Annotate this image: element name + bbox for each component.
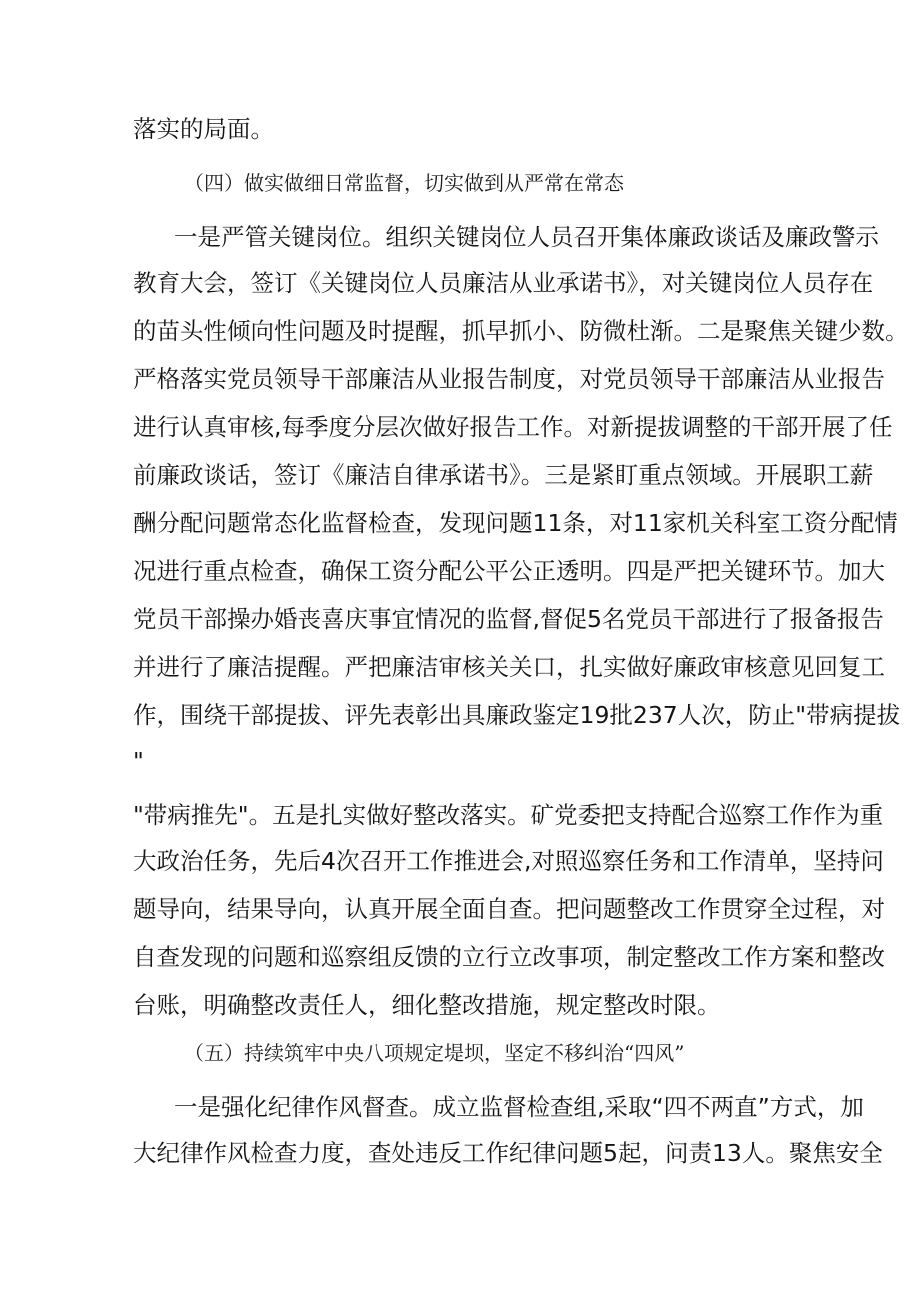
body-line: 前廉政谈话，签订《廉洁自律承诺书》。三是紧盯重点领域。开展职工薪 xyxy=(133,461,874,489)
body-line: 酬分配问题常态化监督检查，发现问题11条，对11家机关科室工资分配情 xyxy=(133,509,898,537)
body-line: 一是强化纪律作风督查。成立监督检查组,采取“四不两直”方式，加 xyxy=(174,1093,864,1121)
body-line: 台账，明确整改责任人，细化整改措施，规定整改时限。 xyxy=(133,991,721,1019)
body-line: 题导向，结果导向，认真开展全面自查。把问题整改工作贯穿全过程，对 xyxy=(133,895,885,923)
body-line: 落实的局面。 xyxy=(133,115,274,143)
body-line: 并进行了廉洁提醒。严把廉洁审核关关口，扎实做好廉政审核意见回复工 xyxy=(133,653,885,681)
body-line: 进行认真审核,每季度分层次做好报告工作。对新提拔调整的干部开展了任 xyxy=(133,413,893,441)
body-line: 严格落实党员领导干部廉洁从业报告制度，对党员领导干部廉洁从业报告 xyxy=(133,365,885,393)
body-line: 的苗头性倾向性问题及时提醒，抓早抓小、防微杜渐。二是聚焦关键少数。 xyxy=(133,317,909,345)
section-heading: （五）持续筑牢中央八项规定堤坝，坚定不移纠治“四风” xyxy=(184,1041,685,1065)
section-heading: （四）做实做细日常监督，切实做到从严常在常态 xyxy=(184,171,624,195)
body-line: 大政治任务，先后4次召开工作推进会,对照巡察任务和工作清单，坚持问 xyxy=(133,847,884,875)
body-line: 作，围绕干部提拔、评先表彰出具廉政鉴定19批237人次，防止"带病提拔 xyxy=(133,701,901,729)
body-line: 党员干部操办婚丧喜庆事宜情况的监督,督促5名党员干部进行了报备报告 xyxy=(133,605,884,633)
body-line: 一是严管关键岗位。组织关键岗位人员召开集体廉政谈话及廉政警示 xyxy=(174,223,879,251)
body-line: 大纪律作风检查力度，查处违反工作纪律问题5起，问责13人。聚焦安全 xyxy=(133,1139,883,1167)
body-line: 况进行重点检查，确保工资分配公平公正透明。四是严把关键环节。加大 xyxy=(133,557,885,585)
body-line: " xyxy=(133,747,144,775)
body-line: 教育大会，签订《关键岗位人员廉洁从业承诺书》，对关键岗位人员存在 xyxy=(133,269,874,297)
body-line: "带病推先"。五是扎实做好整改落实。矿党委把支持配合巡察工作作为重 xyxy=(133,801,884,829)
body-line: 自查发现的问题和巡察组反馈的立行立改事项，制定整改工作方案和整改 xyxy=(133,943,885,971)
